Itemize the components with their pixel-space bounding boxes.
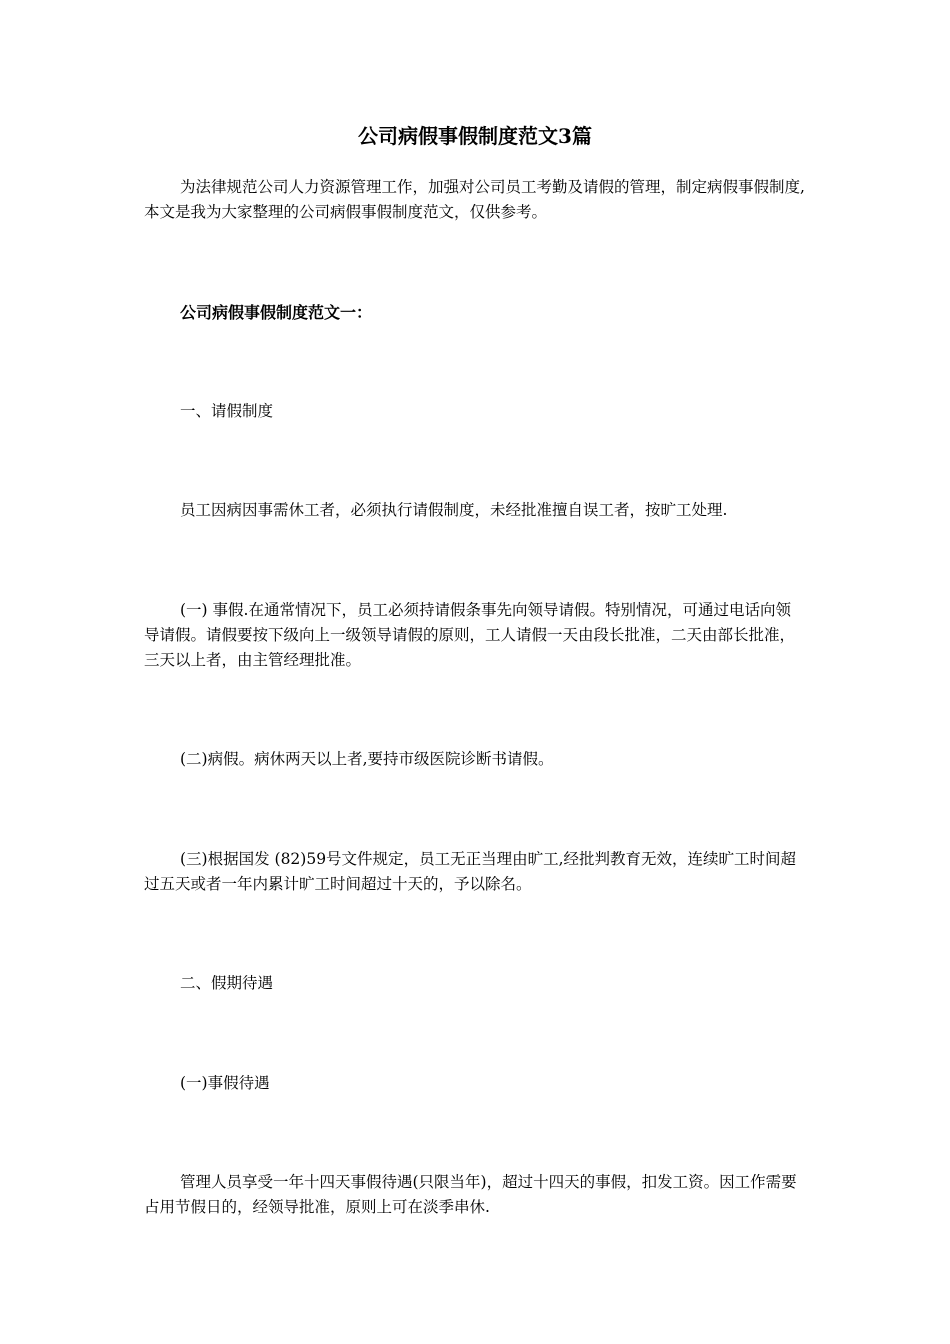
- part1-intro: 员工因病因事需休工者，必须执行请假制度，未经批准擅自误工者，按旷工处理.: [180, 501, 728, 519]
- part2-sub1-text: 管理人员享受一年十四天事假待遇(只限当年)，超过十四天的事假，扣发工资。因工作需要占用节假日的，经领导批准，原则上可在淡季串休.: [144, 1173, 797, 1216]
- part2-sub1-heading: (一)事假待遇: [180, 1074, 270, 1092]
- section-heading: 公司病假事假制度范文一：: [180, 303, 373, 322]
- document-title: 公司病假事假制度范文3篇: [358, 124, 592, 148]
- part1-item3: (三)根据国发 (82)59号文件规定，员工无正当理由旷工,经批判教育无效，连续旷工时间超过五天或者一年内累计旷工时间超过十天的，予以除名。: [144, 850, 796, 893]
- part1-heading: 一、请假制度: [180, 402, 274, 420]
- part1-item1: (一) 事假.在通常情况下，员工必须持请假条事先向领导请假。特别情况，可通过电话向领导请假。请假要按下级向上一级领导请假的原则，工人请假一天由段长批准，二天由部长批准，三天以上者，由主管经理批准。: [144, 601, 796, 669]
- part1-item2: (二)病假。病休两天以上者,要持市级医院诊断书请假。: [180, 750, 554, 768]
- intro-paragraph: 为法律规范公司人力资源管理工作，加强对公司员工考勤及请假的管理，制定病假事假制度,本文是我为大家整理的公司病假事假制度范文，仅供参考。: [144, 178, 805, 221]
- part2-heading: 二、假期待遇: [180, 974, 274, 992]
